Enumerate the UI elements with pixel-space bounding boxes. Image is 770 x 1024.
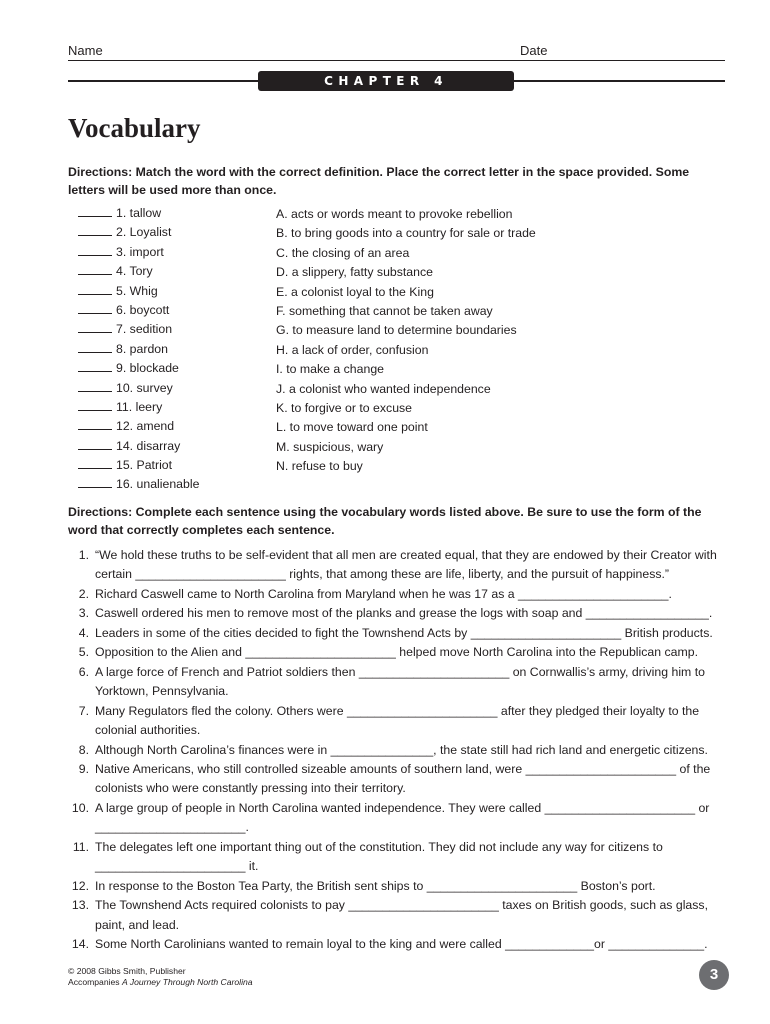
sentence-item[interactable] [68, 877, 738, 896]
answer-blank[interactable] [78, 399, 112, 411]
definition-item: K. to forgive or to excuse [276, 400, 413, 415]
sentence-item[interactable] [68, 643, 738, 662]
sentence-item[interactable] [68, 896, 738, 935]
vocab-item: 9. blockade [78, 359, 199, 378]
sentence-list [68, 546, 738, 955]
sentence-number: 9. [78, 761, 89, 776]
definition-item: B. to bring goods into a country for sale or trade [276, 226, 536, 241]
vocab-item: 5. Whig [78, 282, 199, 301]
sentence-number: 2. [78, 586, 89, 601]
vocab-item: 3. import [78, 243, 199, 262]
vocab-item: 10. survey [78, 379, 199, 398]
definition-item: E. a colonist loyal to the King [276, 284, 434, 299]
sentence-item[interactable] [68, 663, 738, 702]
vocab-item: 14. disarray [78, 437, 199, 456]
answer-blank[interactable] [78, 224, 112, 236]
definition-item: F. something that cannot be taken away [276, 303, 493, 318]
vocab-item: 7. sedition [78, 320, 199, 339]
answer-blank[interactable] [78, 341, 112, 353]
sentence-item[interactable] [68, 585, 738, 604]
sentence-directions: Directions: Complete each sentence using the vocabulary words listed above. Be sure to use the form of the word that correctly completes each sentence. [68, 505, 702, 537]
vocab-item: 1. tallow [78, 204, 199, 223]
chapter-banner: CHAPTER 4 WORKSHEET [258, 71, 514, 91]
vocab-item: 4. Tory [78, 262, 199, 281]
book-title: A Journey Through North Carolina [121, 977, 253, 987]
definition-list [276, 205, 536, 476]
sentence-text: Native Americans, who still controlled sizeable amounts of southern land, were ______________________ of the colonists who were constantly pressing into their territory. [95, 761, 711, 796]
vocab-item: 6. boycott [78, 301, 199, 320]
vocab-item: 11. leery [78, 398, 199, 417]
sentence-text: A large group of people in North Carolina wanted independence. They were called ______________________ or ______________________. [95, 800, 710, 835]
sentence-number: 8. [78, 742, 89, 757]
sentence-item[interactable] [68, 546, 738, 585]
sentence-text: A large force of French and Patriot soldiers then ______________________ on Cornwallis’s army, driving him to Yorktown, Pennsylvania. [95, 664, 705, 699]
sentence-text: Caswell ordered his men to remove most of the planks and grease the logs with soap and __________________. [95, 606, 713, 621]
sentence-text: In response to the Boston Tea Party, the British sent ships to ______________________ Boston’s port. [95, 878, 656, 893]
name-label: Name [68, 43, 103, 58]
sentence-text: The delegates left one important thing out of the constitution. They did not include any way for citizens to ______________________ it. [95, 839, 663, 874]
sentence-number: 6. [78, 664, 89, 679]
definition-item: N. refuse to buy [276, 459, 363, 474]
sentence-text: Richard Caswell came to North Carolina from Maryland when he was 17 as a ______________________. [95, 586, 672, 601]
definition-item: M. suspicious, wary [276, 439, 384, 454]
definition-item: J. a colonist who wanted independence [276, 381, 491, 396]
page-number-badge: 3 [699, 960, 729, 990]
sentence-item[interactable] [68, 935, 738, 954]
vocab-item: 16. unalienable [78, 475, 199, 494]
sentence-number: 12. [71, 878, 89, 893]
sentence-number: 5. [78, 645, 89, 660]
sentence-number: 3. [78, 606, 89, 621]
vocab-item: 8. pardon [78, 340, 199, 359]
date-label: Date [520, 43, 548, 58]
page-title: Vocabulary [68, 113, 201, 143]
definition-item: D. a slippery, fatty substance [276, 265, 433, 280]
sentence-number: 13. [71, 898, 89, 913]
vocab-item: 12. amend [78, 417, 199, 436]
sentence-text: Leaders in some of the cities decided to fight the Townshend Acts by ______________________ British products. [95, 625, 713, 640]
answer-blank[interactable] [78, 205, 112, 217]
sentence-number: 1. [78, 548, 89, 562]
answer-blank[interactable] [78, 244, 112, 256]
sentence-text: The Townshend Acts required colonists to pay ______________________ taxes on British goods, such as glass, paint, and lead. [95, 898, 708, 932]
answer-blank[interactable] [78, 321, 112, 333]
answer-blank[interactable] [78, 263, 112, 275]
answer-blank[interactable] [78, 457, 112, 469]
footer [68, 966, 253, 988]
vocab-item: 15. Patriot [78, 456, 199, 475]
definition-item: C. the closing of an area [276, 245, 410, 260]
sentence-number: 4. [78, 625, 89, 640]
sentence-number: 14. [71, 937, 89, 952]
sentence-text: “We hold these truths to be self-evident that all men are created equal, that they are endowed by their Creator with certain ______________________ rights, that among these are life, liberty, and the pursuit of happiness.” [95, 548, 717, 582]
vocabulary-word-list [78, 204, 199, 495]
sentence-item[interactable] [68, 702, 738, 741]
definition-item: A. acts or words meant to provoke rebellion [276, 207, 513, 221]
sentence-text: Although North Carolina’s finances were in _______________, the state still had rich land and energetic citizens. [95, 742, 708, 757]
sentence-number: 10. [71, 800, 89, 815]
matching-directions: Directions: Match the word with the correct definition. Place the correct letter in the space provided. Some letters will be used more than once. [68, 165, 690, 197]
definition-item: G. to measure land to determine boundaries [276, 323, 517, 338]
answer-blank[interactable] [78, 360, 112, 372]
sentence-text: Many Regulators fled the colony. Others were ______________________ after they pledged their loyalty to the colonial authorities. [95, 703, 700, 738]
sentence-number: 7. [78, 703, 89, 718]
vocab-item: 2. Loyalist [78, 223, 199, 242]
answer-blank[interactable] [78, 283, 112, 295]
sentence-item[interactable] [68, 741, 738, 760]
copyright-notice: © 2008 Gibbs Smith, Publisher [68, 966, 186, 976]
sentence-item[interactable] [68, 604, 738, 623]
definition-item: H. a lack of order, confusion [276, 342, 429, 357]
sentence-item[interactable] [68, 760, 738, 799]
sentence-text: Some North Carolinians wanted to remain loyal to the king and were called _____________or ______________. [95, 937, 708, 952]
sentence-number: 11. [72, 839, 89, 854]
answer-blank[interactable] [78, 438, 112, 450]
definition-item: I. to make a change [276, 362, 385, 377]
sentence-item[interactable] [68, 624, 738, 643]
name-date-line [68, 60, 725, 61]
definition-item: L. to move toward one point [276, 420, 428, 435]
sentence-item[interactable] [68, 838, 738, 877]
sentence-text: Opposition to the Alien and ______________________ helped move North Carolina into the Republican camp. [95, 645, 698, 660]
answer-blank[interactable] [78, 476, 112, 488]
answer-blank[interactable] [78, 380, 112, 392]
book-credit: Accompanies A Journey Through North Carolina [68, 977, 253, 987]
answer-blank[interactable] [78, 302, 112, 314]
answer-blank[interactable] [78, 418, 112, 430]
sentence-item[interactable] [68, 799, 738, 838]
